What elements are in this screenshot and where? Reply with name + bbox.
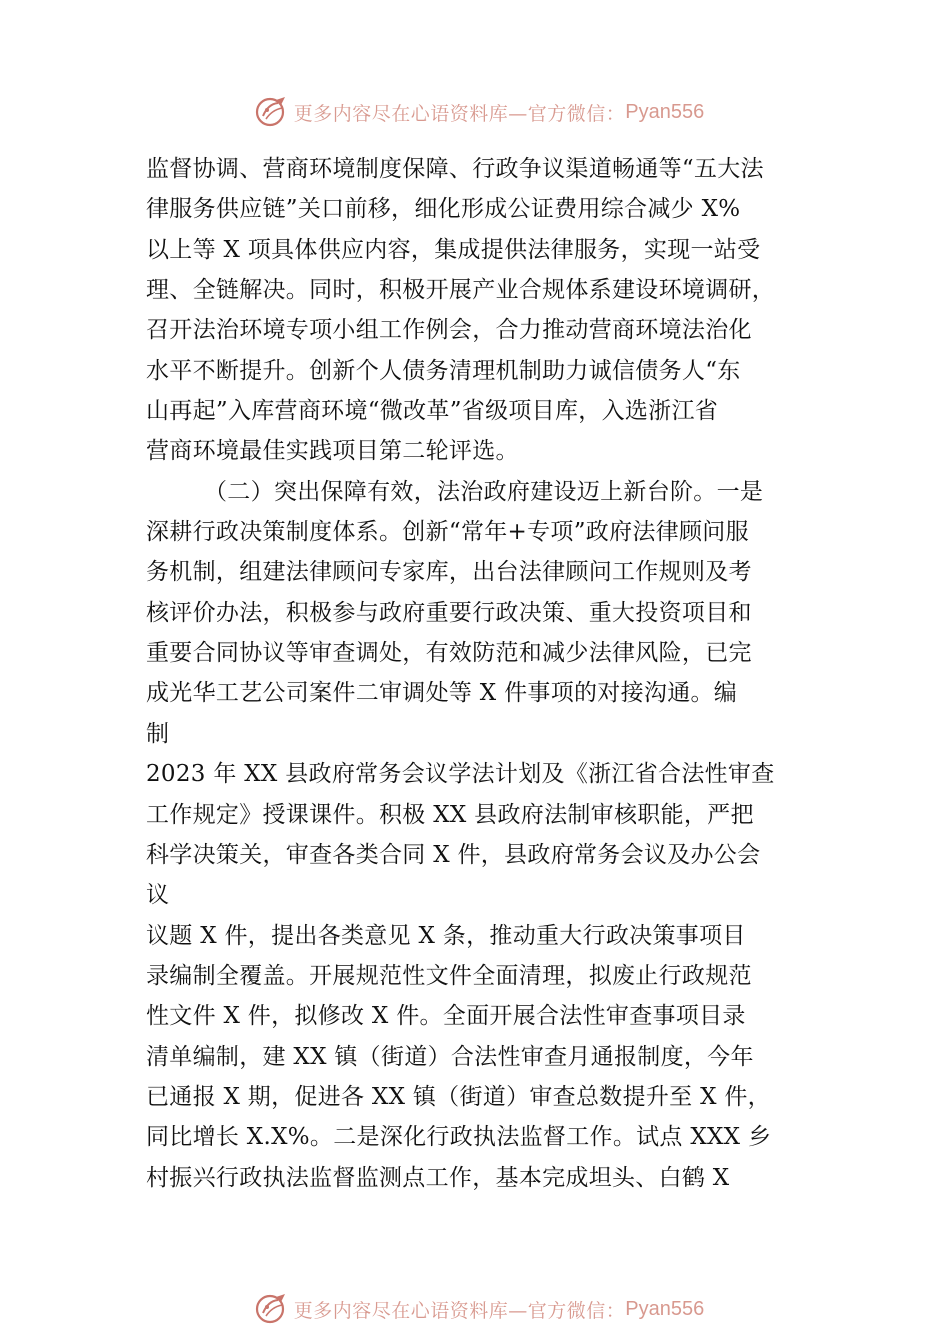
text-line: 深耕行政决策制度体系。创新“常年+专项”政府法律顾问服 xyxy=(146,519,749,546)
text-line: 清单编制，建 XX 镇（街道）合法性审查月通报制度，今年 xyxy=(146,1043,754,1070)
text-line: 核评价办法，积极参与政府重要行政决策、重大投资项目和 xyxy=(146,599,752,626)
text-line: 性文件 X 件，拟修改 X 件。全面开展合法性审查事项目录 xyxy=(146,1003,746,1030)
text-line: 监督协调、营商环境制度保障、行政争议渠道畅通等“五大法 xyxy=(146,156,764,182)
watermark-wechat-id: Pyan556 xyxy=(625,100,705,123)
text-line: 议题 X 件，提出各类意见 X 条，推动重大行政决策事项目 xyxy=(146,922,746,949)
text-line: 召开法治环境专项小组工作例会，合力推动营商环境法治化 xyxy=(146,317,752,344)
logo-icon xyxy=(254,94,290,130)
text-line-paragraph-start: （二）突出保障有效，法治政府建设迈上新台阶。一是 xyxy=(204,478,764,505)
footer-watermark-banner xyxy=(0,1289,950,1329)
text-line: 村振兴行政执法监督监测点工作，基本完成坦头、白鹤 X xyxy=(146,1164,730,1191)
text-line: 同比增长 X.X%。二是深化行政执法监督工作。试点 XXX 乡 xyxy=(146,1124,772,1151)
header-watermark-inner xyxy=(254,94,704,130)
text-line: 山再起”入库营商环境“微改革”省级项目库，入选浙江省 xyxy=(146,398,719,425)
text-line: 营商环境最佳实践项目第二轮评选。 xyxy=(146,438,519,465)
text-line: 律服务供应链”关口前移，细化形成公证费用综合减少 X% xyxy=(146,196,741,223)
text-line: 2023 年 XX 县政府常务会议学法计划及《浙江省合法性审查 xyxy=(146,761,775,788)
text-line: 务机制，组建法律顾问专家库，出台法律顾问工作规则及考 xyxy=(146,559,752,586)
header-watermark-banner xyxy=(0,92,950,132)
logo-icon xyxy=(254,1291,290,1327)
footer-watermark-inner xyxy=(254,1291,704,1327)
text-line: 理、全链解决。同时，积极开展产业合规体系建设环境调研， xyxy=(146,277,776,304)
watermark-text: 更多内容尽在心语资料库—官方微信： xyxy=(293,102,626,125)
text-line: 已通报 X 期，促进各 XX 镇（街道）审查总数提升至 X 件， xyxy=(146,1083,771,1110)
text-line: 科学决策关，审查各类合同 X 件，县政府常务会议及办公会 xyxy=(146,841,761,868)
text-line: 制 xyxy=(146,720,170,747)
text-line: 以上等 X 项具体供应内容，集成提供法律服务，实现一站受 xyxy=(146,236,761,263)
text-line: 录编制全覆盖。开展规范性文件全面清理，拟废止行政规范 xyxy=(146,962,752,989)
text-line: 议 xyxy=(146,882,170,909)
watermark-wechat-id: Pyan556 xyxy=(625,1297,705,1320)
watermark-text: 更多内容尽在心语资料库—官方微信： xyxy=(293,1299,626,1322)
document-body xyxy=(146,149,846,1198)
text-line: 水平不断提升。创新个人债务清理机制助力诚信债务人“东 xyxy=(146,357,741,384)
text-line: 工作规定》授课课件。积极 XX 县政府法制审核职能，严把 xyxy=(146,801,754,828)
text-line: 成光华工艺公司案件二审调处等 X 件事项的对接沟通。编 xyxy=(146,680,738,707)
text-line: 重要合同协议等审查调处，有效防范和减少法律风险，已完 xyxy=(146,640,752,667)
